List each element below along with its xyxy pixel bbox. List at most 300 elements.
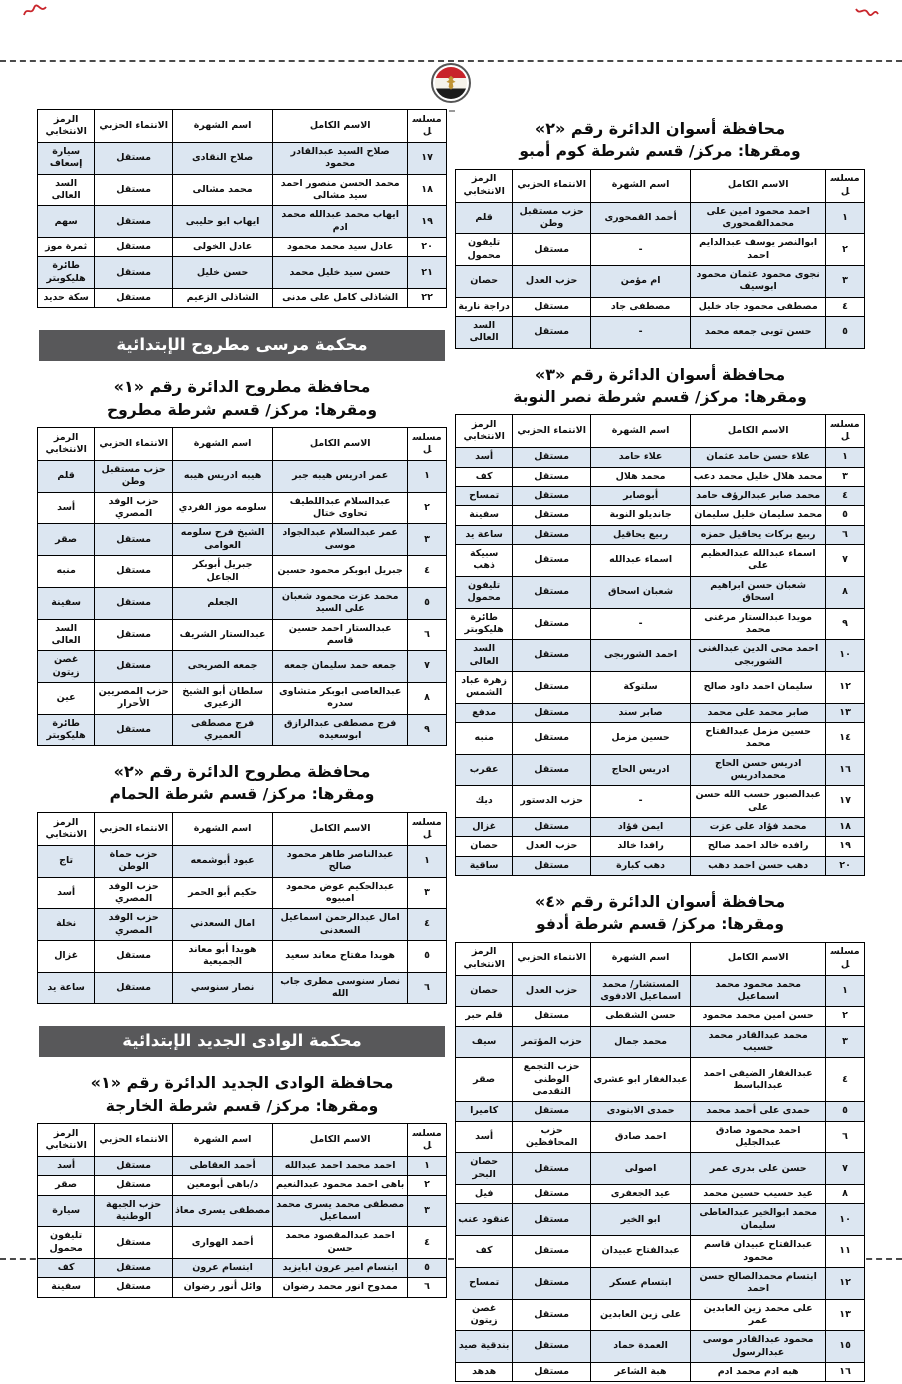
cell-symbol: تمساح — [456, 487, 513, 506]
cell-symbol: بندقية صيد — [456, 1331, 513, 1363]
candidate-row — [38, 238, 447, 257]
candidate-row — [456, 722, 865, 754]
cell-symbol: سفينة — [456, 506, 513, 525]
matrouh-district-1-table — [37, 427, 447, 746]
cell-full-name: الشاذلى كامل على مدنى — [273, 289, 408, 308]
cell-serial: ٧ — [408, 651, 447, 683]
cell-symbol: قلم حبر — [456, 1007, 513, 1026]
header-party: الانتماء الحزبي — [513, 415, 591, 448]
cell-serial: ١٩ — [408, 206, 447, 238]
cell-full-name: حسن على بدرى عمر — [691, 1153, 826, 1185]
cell-party: مستقل — [95, 619, 173, 651]
cell-full-name: عبدالناصر طاهر محمود صالح — [273, 845, 408, 877]
cell-serial: ٣ — [408, 1195, 447, 1227]
cell-party: مستقل — [95, 556, 173, 588]
cell-serial: ١ — [826, 448, 865, 467]
cell-serial: ١٣ — [826, 1299, 865, 1331]
candidate-row — [456, 1299, 865, 1331]
cell-serial: ٤ — [408, 556, 447, 588]
cell-known-name: عادل الخولى — [172, 238, 272, 257]
district-title: محافظة أسوان الدائرة رقم «٢» — [534, 119, 786, 138]
cell-full-name: عبدالفتاح عبيدان قاسم محمود — [691, 1236, 826, 1268]
header-serial: مسلسل — [408, 110, 447, 143]
cell-symbol: صقر — [456, 1058, 513, 1102]
cell-party: حزب العدل — [513, 975, 591, 1007]
cell-full-name: محمد ابوالخير عبدالعاطى سليمان — [691, 1204, 826, 1236]
candidate-row — [38, 941, 447, 973]
cell-known-name: حمدى الابنودى — [590, 1102, 690, 1121]
cell-party: مستقل — [513, 722, 591, 754]
cell-full-name: عمر ادريس هيبه جبر — [273, 461, 408, 493]
cell-known-name: - — [590, 608, 690, 640]
cell-full-name: احمد محمود امين على محمدالقمحورى — [691, 202, 826, 234]
cell-party: مستقل — [513, 317, 591, 349]
cell-party: مستقل — [513, 856, 591, 875]
cell-party: مستقل — [95, 972, 173, 1004]
table-header — [38, 428, 447, 461]
cell-known-name: عبدالستار الشريف — [172, 619, 272, 651]
cell-symbol: سبيكة ذهب — [456, 545, 513, 577]
cell-party: مستقل — [513, 1153, 591, 1185]
cell-symbol: عنقود عنب — [456, 1204, 513, 1236]
district-headquarters: ومقرها: مركز/ قسم شرطة الخارجة — [105, 1096, 379, 1115]
candidate-row — [38, 556, 447, 588]
cell-symbol: ساقية — [456, 856, 513, 875]
cell-symbol: أسد — [38, 877, 95, 909]
candidate-row — [456, 1185, 865, 1204]
header-party: الانتماء الحزبي — [95, 1124, 173, 1157]
cell-full-name: مويدا عبدالستار مرغنى محمد — [691, 608, 826, 640]
cell-known-name: سلطان أبو الشيخ الزعيرى — [172, 682, 272, 714]
header-full-name: الاسم الكامل — [691, 415, 826, 448]
cell-party: مستقل — [513, 817, 591, 836]
cell-known-name: شعبان اسحاق — [590, 576, 690, 608]
header-known-name: اسم الشهرة — [172, 1124, 272, 1157]
candidate-row — [38, 143, 447, 175]
cell-known-name: مصطفى يسرى معاذ — [172, 1195, 272, 1227]
cell-known-name: ادريس الحاج — [590, 754, 690, 786]
cell-serial: ٢٠ — [408, 238, 447, 257]
cell-symbol: سيارة إسعاف — [38, 143, 95, 175]
cell-serial: ٥ — [826, 1102, 865, 1121]
cell-party: حزب الوفد المصري — [95, 909, 173, 941]
cell-known-name: علاء حامد — [590, 448, 690, 467]
cell-known-name: ابو الخير — [590, 1204, 690, 1236]
cell-symbol: تليفون محمول — [456, 576, 513, 608]
cell-serial: ٨ — [826, 576, 865, 608]
cell-serial: ١٧ — [826, 786, 865, 818]
cell-known-name: فرج مصطفى العميري — [172, 714, 272, 746]
cell-serial: ١٩ — [826, 837, 865, 856]
cell-full-name: ابوالنصر يوسف عبدالدايم احمد — [691, 234, 826, 266]
previous-district-continued-table — [37, 109, 447, 308]
cell-full-name: عبدالسلام عبداللطيف تحاوى ختال — [273, 492, 408, 524]
table-header — [456, 169, 865, 202]
dashed-separator-top — [0, 60, 902, 62]
cell-full-name: احمد محمد احمد عبدالله — [273, 1157, 408, 1176]
cell-serial: ١٢ — [826, 1267, 865, 1299]
cell-party: مستقل — [513, 576, 591, 608]
candidate-row — [38, 1157, 447, 1176]
cell-serial: ٦ — [408, 1278, 447, 1297]
candidate-row — [456, 266, 865, 298]
cell-serial: ١٢ — [826, 671, 865, 703]
cell-symbol: نخلة — [38, 909, 95, 941]
cell-known-name: المستشار/ محمد اسماعيل الادفوى — [590, 975, 690, 1007]
header-known-name: اسم الشهرة — [172, 812, 272, 845]
district-title: محافظة أسوان الدائرة رقم «٣» — [534, 364, 786, 384]
egypt-flag-circle — [435, 67, 467, 99]
candidate-row — [456, 448, 865, 467]
candidate-row — [38, 877, 447, 909]
cell-known-name: هبة الشاعر — [590, 1362, 690, 1381]
cell-serial: ٢٢ — [408, 289, 447, 308]
cell-serial: ١ — [408, 1157, 447, 1176]
cell-serial: ١٦ — [826, 1362, 865, 1381]
cell-known-name: اسماء عبدالله — [590, 545, 690, 577]
cell-known-name: ايهاب ابو حليبى — [172, 206, 272, 238]
cell-party: مستقل — [513, 506, 591, 525]
cell-known-name: رافدا خالد — [590, 837, 690, 856]
cell-known-name: وائل أنور رضوان — [172, 1278, 272, 1297]
cell-party: حزب الوفد المصري — [95, 492, 173, 524]
candidate-row — [456, 754, 865, 786]
candidate-row — [456, 467, 865, 486]
header-serial: مسلسل — [826, 169, 865, 202]
district-title: محافظة مطروح الدائرة رقم «١» — [113, 377, 371, 397]
cell-serial: ٧ — [826, 1153, 865, 1185]
candidate-row — [456, 1362, 865, 1381]
cell-party: مستقل — [513, 671, 591, 703]
cell-symbol: غصن زيتون — [38, 651, 95, 683]
cell-symbol: غصن زيتون — [456, 1299, 513, 1331]
aswan-district-4-table — [455, 942, 865, 1383]
cell-symbol: فيل — [456, 1185, 513, 1204]
cell-full-name: شعبان حسن ابراهيم اسحاق — [691, 576, 826, 608]
header-party: الانتماء الحزبي — [95, 110, 173, 143]
cell-serial: ١٠ — [826, 1204, 865, 1236]
cell-known-name: - — [590, 786, 690, 818]
cell-serial: ٢ — [408, 1176, 447, 1195]
cell-party: مستقل — [95, 587, 173, 619]
cell-full-name: مصطفى محمد يسرى محمد اسماعيل — [273, 1195, 408, 1227]
candidate-row — [456, 671, 865, 703]
cell-symbol: ساعة يد — [456, 525, 513, 544]
cell-party: مستقل — [513, 545, 591, 577]
cell-known-name: محمد جمال — [590, 1026, 690, 1058]
header-full-name: الاسم الكامل — [273, 1124, 408, 1157]
cell-full-name: احمد محمود صادق عبدالجليل — [691, 1121, 826, 1153]
cell-serial: ٦ — [408, 619, 447, 651]
candidate-row — [38, 682, 447, 714]
cell-known-name: محمد هلال — [590, 467, 690, 486]
cell-party: حزب مستقبل وطن — [513, 202, 591, 234]
cell-known-name: جبريل أبوبكر الجاعل — [172, 556, 272, 588]
cell-known-name: عبود أبوشمعه — [172, 845, 272, 877]
header-known-name: اسم الشهرة — [590, 942, 690, 975]
cell-party: حزب المؤتمر — [513, 1026, 591, 1058]
cell-full-name: ادريس حسن الحاج محمدادريس — [691, 754, 826, 786]
cell-symbol: أسد — [38, 492, 95, 524]
cell-serial: ١١ — [826, 1236, 865, 1268]
header-full-name: الاسم الكامل — [691, 942, 826, 975]
candidate-row — [456, 975, 865, 1007]
cell-known-name: نصار سنوسي — [172, 972, 272, 1004]
header-row — [38, 812, 447, 845]
cell-symbol: عقرب — [456, 754, 513, 786]
page-corner-mark-left — [22, 3, 48, 19]
cell-serial: ٤ — [408, 909, 447, 941]
cell-party: مستقل — [95, 206, 173, 238]
cell-serial: ١ — [826, 202, 865, 234]
section-title-new-valley-district-1 — [37, 1071, 447, 1117]
cell-full-name: دهب حسن احمد دهب — [691, 856, 826, 875]
cell-symbol: سفينة — [38, 1278, 95, 1297]
cell-known-name: احمد صادق — [590, 1121, 690, 1153]
candidate-row — [456, 837, 865, 856]
cell-party: مستقل — [95, 1259, 173, 1278]
cell-serial: ٣ — [826, 1026, 865, 1058]
cell-party: مستقل — [513, 1102, 591, 1121]
cell-full-name: محمد عبدالقادر محمد حسيب — [691, 1026, 826, 1058]
header-row — [456, 415, 865, 448]
cell-full-name: هبه ادم محمد ادم — [691, 1362, 826, 1381]
candidate-row — [38, 714, 447, 746]
cell-symbol: طائرة هليكوبتر — [38, 714, 95, 746]
cell-known-name: حسن خليل — [172, 257, 272, 289]
cell-party: مستقل — [95, 651, 173, 683]
cell-party: مستقل — [513, 234, 591, 266]
cell-known-name: دهب كبارة — [590, 856, 690, 875]
cell-serial: ٥ — [826, 317, 865, 349]
cell-full-name: عبدالغفار الضيفى احمد عبدالباسط — [691, 1058, 826, 1102]
header-serial: مسلسل — [408, 428, 447, 461]
cell-party: حزب التجمع الوطنى التقدمى — [513, 1058, 591, 1102]
candidate-row — [456, 1267, 865, 1299]
cell-symbol: حصان — [456, 837, 513, 856]
candidate-row — [38, 1176, 447, 1195]
table-header — [38, 1124, 447, 1157]
section-title-aswan-district-2 — [455, 117, 865, 163]
cell-full-name: حسن امين محمد محمود — [691, 1007, 826, 1026]
section-title-aswan-district-3 — [455, 363, 865, 409]
cell-party: مستقل — [513, 1185, 591, 1204]
cell-known-name: ابتسام عرون — [172, 1259, 272, 1278]
cell-known-name: - — [590, 234, 690, 266]
cell-full-name: جبريل ابوبكر محمود حسين — [273, 556, 408, 588]
cell-known-name: مصطفى جاد — [590, 297, 690, 316]
cell-party: مستقل — [513, 1299, 591, 1331]
header-known-name: اسم الشهرة — [172, 110, 272, 143]
cell-symbol: تاج — [38, 845, 95, 877]
cell-symbol: أسد — [456, 448, 513, 467]
cell-serial: ٢ — [826, 234, 865, 266]
cell-known-name: أحمد العقاطى — [172, 1157, 272, 1176]
cell-full-name: صلاح السيد عبدالقادر محمود — [273, 143, 408, 175]
cell-full-name: حمدى على أحمد محمد — [691, 1102, 826, 1121]
cell-full-name: محمد صابر عبدالرؤف حامد — [691, 487, 826, 506]
cell-full-name: صابر محمد على محمد — [691, 703, 826, 722]
cell-full-name: سليمان احمد داود صالح — [691, 671, 826, 703]
egypt-emblem-logo — [431, 63, 471, 103]
header-serial: مسلسل — [826, 942, 865, 975]
cell-known-name: د/باهى أبومعين — [172, 1176, 272, 1195]
cell-known-name: صابر سند — [590, 703, 690, 722]
cell-symbol: غزال — [456, 817, 513, 836]
cell-symbol: كف — [456, 1236, 513, 1268]
candidate-row — [456, 1121, 865, 1153]
cell-party: مستقل — [513, 1267, 591, 1299]
cell-full-name: اسماء عبدالله عبدالعظيم على — [691, 545, 826, 577]
cell-party: مستقل — [95, 1176, 173, 1195]
cell-serial: ١ — [408, 845, 447, 877]
candidate-row — [456, 234, 865, 266]
candidate-row — [456, 1331, 865, 1363]
cell-symbol: سهم — [38, 206, 95, 238]
cell-serial: ٤ — [826, 1058, 865, 1102]
cell-party: مستقل — [513, 640, 591, 672]
cell-known-name: حسن الشقطى — [590, 1007, 690, 1026]
header-row — [38, 428, 447, 461]
district-headquarters: ومقرها: مركز/ قسم شرطة مطروح — [106, 400, 378, 419]
header-symbol: الرمز الانتخابي — [38, 812, 95, 845]
candidate-row — [38, 524, 447, 556]
new-valley-district-1-table — [37, 1123, 447, 1298]
cell-full-name: على محمد زين العابدين عمر — [691, 1299, 826, 1331]
cell-full-name: رافده خالد احمد صالح — [691, 837, 826, 856]
header-symbol: الرمز الانتخابي — [456, 169, 513, 202]
cell-known-name: الشاذلى الزعيم — [172, 289, 272, 308]
cell-serial: ٥ — [826, 506, 865, 525]
candidate-row — [38, 174, 447, 206]
court-banner-court-marsa-matrouh: محكمة مرسى مطروح الإبتدائية — [39, 330, 445, 361]
cell-full-name: عيد حسيب حسين محمد — [691, 1185, 826, 1204]
cell-serial: ٢ — [826, 1007, 865, 1026]
candidate-row — [456, 608, 865, 640]
cell-full-name: عبدالحكيم عوض محمود امبيوه — [273, 877, 408, 909]
cell-symbol: منبه — [38, 556, 95, 588]
cell-symbol: قلم — [38, 461, 95, 493]
cell-symbol: سيارة — [38, 1195, 95, 1227]
cell-full-name: حسن سيد خليل محمد — [273, 257, 408, 289]
header-known-name: اسم الشهرة — [590, 415, 690, 448]
candidate-row — [38, 619, 447, 651]
cell-known-name: ربيع يحاقيل — [590, 525, 690, 544]
cell-party: مستقل — [513, 608, 591, 640]
cell-symbol: غزال — [38, 941, 95, 973]
candidate-row — [456, 506, 865, 525]
cell-known-name: صلاح النقادى — [172, 143, 272, 175]
candidate-row — [38, 1278, 447, 1297]
cell-known-name: محمد مشالى — [172, 174, 272, 206]
candidate-row — [456, 1007, 865, 1026]
candidate-row — [456, 545, 865, 577]
candidate-row — [456, 1204, 865, 1236]
cell-full-name: عبدالستار احمد حسين قاسم — [273, 619, 408, 651]
cell-full-name: محمد الحسن منصور احمد سيد مشالى — [273, 174, 408, 206]
cell-known-name: الجعلم — [172, 587, 272, 619]
district-title: محافظة أسوان الدائرة رقم «٤» — [534, 892, 786, 911]
cell-full-name: عمر عبدالسلام عبدالجواد موسى — [273, 524, 408, 556]
cell-full-name: احمد عبدالمقصود محمد حسن — [273, 1227, 408, 1259]
cell-party: مستقل — [513, 703, 591, 722]
cell-party: مستقل — [95, 941, 173, 973]
district-headquarters: ومقرها: مركز/ قسم شرطة كوم أمبو — [519, 142, 801, 161]
candidate-row — [456, 1153, 865, 1185]
cell-party: حزب الوفد المصري — [95, 877, 173, 909]
cell-full-name: محمد سليمان خليل سليمان — [691, 506, 826, 525]
cell-serial: ٣ — [408, 877, 447, 909]
header-row — [38, 1124, 447, 1157]
cell-serial: ٥ — [408, 1259, 447, 1278]
cell-serial: ٩ — [408, 714, 447, 746]
cell-party: حزب مستقبل وطن — [95, 461, 173, 493]
cell-symbol: قلم — [456, 202, 513, 234]
cell-symbol: صقر — [38, 1176, 95, 1195]
cell-symbol: سكة حديد — [38, 289, 95, 308]
candidate-row — [456, 1026, 865, 1058]
cell-symbol: السد العالى — [38, 174, 95, 206]
candidate-row — [38, 206, 447, 238]
cell-known-name: اصولى — [590, 1153, 690, 1185]
cell-serial: ١٧ — [408, 143, 447, 175]
cell-symbol: أسد — [456, 1121, 513, 1153]
cell-symbol: ساعة يد — [38, 972, 95, 1004]
cell-known-name: سلتوكة — [590, 671, 690, 703]
cell-known-name: جمعه الصريحى — [172, 651, 272, 683]
candidate-row — [38, 289, 447, 308]
candidate-row — [456, 1058, 865, 1102]
cell-known-name: امال السعدني — [172, 909, 272, 941]
cell-full-name: نجوى محمود عثمان محمود ابوسيف — [691, 266, 826, 298]
cell-serial: ٢١ — [408, 257, 447, 289]
cell-known-name: عبدالغفار ابو عشرى — [590, 1058, 690, 1102]
table-header — [38, 110, 447, 143]
cell-party: مستقل — [513, 297, 591, 316]
candidate-row — [456, 525, 865, 544]
cell-full-name: احمد محى الدين عبدالغنى الشوربجى — [691, 640, 826, 672]
cell-serial: ٨ — [826, 1185, 865, 1204]
aswan-district-2-table — [455, 169, 865, 349]
cell-known-name: جانديلو النوبة — [590, 506, 690, 525]
cell-serial: ٦ — [408, 972, 447, 1004]
cell-symbol: تليفون محمول — [38, 1227, 95, 1259]
cell-party: مستقل — [95, 174, 173, 206]
cell-serial: ٤ — [408, 1227, 447, 1259]
cell-serial: ٢٠ — [826, 856, 865, 875]
cell-symbol: تليفون محمول — [456, 234, 513, 266]
cell-full-name: محمود عبدالقادر موسى عبدالرسول — [691, 1331, 826, 1363]
cell-serial: ١٨ — [408, 174, 447, 206]
cell-symbol: حصان — [456, 266, 513, 298]
cell-full-name: ربيع بركات يحاقيل حمزه — [691, 525, 826, 544]
district-title: محافظة الوادى الجديد الدائرة رقم «١» — [90, 1073, 394, 1093]
cell-party: حزب العدل — [513, 837, 591, 856]
cell-known-name: على زين العابدين — [590, 1299, 690, 1331]
cell-full-name: محمد هلال خليل محمد دعب — [691, 467, 826, 486]
cell-serial: ٥ — [408, 587, 447, 619]
cell-full-name: محمد محمود محمد اسماعيل — [691, 975, 826, 1007]
candidate-row — [456, 703, 865, 722]
candidate-row — [38, 257, 447, 289]
cell-full-name: عادل سيد محمد محمود — [273, 238, 408, 257]
cell-party: مستقل — [513, 754, 591, 786]
candidate-row — [456, 202, 865, 234]
header-full-name: الاسم الكامل — [273, 110, 408, 143]
header-party: الانتماء الحزبي — [95, 812, 173, 845]
cell-full-name: ايهاب محمد عبدالله محمد ادم — [273, 206, 408, 238]
cell-full-name: ممدوح انور محمد رضوان — [273, 1278, 408, 1297]
